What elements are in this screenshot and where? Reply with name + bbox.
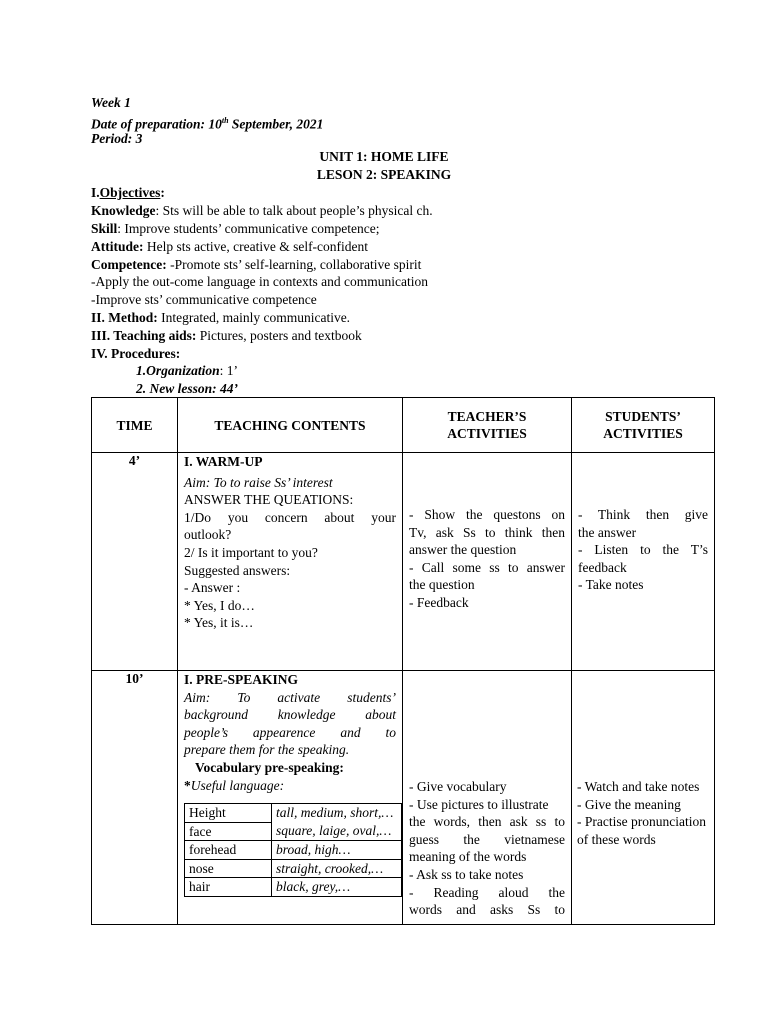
table-row (185, 841, 402, 860)
activity-line: meaning of the words (409, 849, 527, 865)
vocab-word: Height (185, 804, 272, 823)
activity-line: the question (409, 577, 475, 593)
vocab-word: face (185, 822, 272, 841)
period-label: Period: 3 (91, 131, 143, 146)
vocabulary-table (184, 803, 402, 897)
suggested-answers-label: Suggested answers: (184, 562, 291, 578)
activity-line: - Show the questons on (409, 507, 565, 522)
table-header-row (92, 398, 715, 453)
header-teaching-contents: TEACHING CONTENTS (178, 398, 403, 453)
vocabulary-heading: Vocabulary pre-speaking: (195, 759, 344, 775)
skill-line: Skill: Improve students’ communicative competence; (91, 221, 380, 236)
activity-line: - Call some ss to answer (409, 559, 565, 575)
competence-line: Competence: -Promote sts’ self-learning, collaborative spirit (91, 257, 422, 272)
activity-line: words and asks Ss to (409, 902, 565, 918)
activity-line: - Watch and take notes (577, 779, 700, 794)
answer-line: * Yes, I do… (184, 597, 255, 613)
table-row (185, 859, 402, 878)
knowledge-line: Knowledge: Sts will be able to talk about people’s physical ch. (91, 203, 433, 218)
activity-line: - Reading aloud the (409, 884, 565, 900)
teacher-activities-cell (403, 453, 572, 671)
method-line: II. Method: Integrated, mainly communicative. (91, 310, 351, 325)
activity-line: guess the vietnamese (409, 831, 565, 847)
table-row (92, 453, 715, 671)
activity-line: answer the question (409, 542, 517, 558)
procedures-table (91, 397, 715, 925)
procedures-heading: IV. Procedures: (91, 346, 181, 361)
teacher-activities-cell (403, 671, 572, 925)
activity-line: - Think then give (578, 507, 708, 522)
aim-text: Aim: To activate students’ (184, 689, 396, 705)
unit-title: UNIT 1: HOME LIFE (319, 149, 449, 164)
aim-text: people’s appearence and to (184, 724, 396, 740)
header-time: TIME (92, 398, 178, 453)
activity-line: - Listen to the T’s (578, 542, 708, 558)
header-students-activities: STUDENTS’ ACTIVITIES (572, 398, 715, 453)
students-activities-cell (572, 671, 715, 925)
attitude-line: Attitude: Help sts active, creative & self-confident (91, 239, 369, 254)
section-heading: I. PRE-SPEAKING (184, 672, 299, 687)
answer-line: - Answer : (184, 580, 241, 596)
activity-line: - Give the meaning (577, 796, 681, 812)
vocab-meaning: square, laige, oval,… (272, 822, 402, 841)
question-line: 2/ Is it important to you? (184, 544, 318, 560)
new-lesson-line: 2. New lesson: 44’ (136, 381, 238, 396)
caps-instruction: ANSWER THE QUEATIONS: (184, 492, 354, 508)
table-row (185, 804, 402, 823)
lesson-title: LESON 2: SPEAKING (316, 167, 452, 182)
vocab-word: nose (185, 859, 272, 878)
week-label: Week 1 (91, 95, 131, 110)
header-teacher-activities: TEACHER’S ACTIVITIES (403, 398, 572, 453)
contents-cell (178, 671, 403, 925)
competence-line-2: -Apply the out-come language in contexts and communication (91, 274, 429, 289)
vocab-meaning: black, grey,… (272, 878, 402, 897)
table-row (92, 671, 715, 925)
activity-line: - Take notes (578, 577, 644, 593)
vocab-meaning: broad, high… (272, 841, 402, 860)
preparation-date: Date of preparation: 10th September, 2021 (91, 116, 324, 132)
activity-line: of these words (577, 831, 656, 847)
organization-line: 1.Organization: 1’ (136, 363, 239, 378)
activity-line: the answer (578, 524, 637, 540)
activity-line: - Give vocabulary (409, 779, 507, 794)
students-activities-cell (572, 453, 715, 671)
useful-language-label: *Useful language: (184, 777, 285, 793)
table-row (185, 822, 402, 841)
vocab-word: forehead (185, 841, 272, 860)
aim-text: background knowledge about (184, 707, 396, 723)
teaching-aids-line: III. Teaching aids: Pictures, posters and textbook (91, 328, 362, 343)
answer-line: * Yes, it is… (184, 615, 254, 631)
vocab-meaning: tall, medium, short,… (272, 804, 402, 823)
activity-line: - Practise pronunciation (577, 814, 706, 830)
activity-line: - Feedback (409, 594, 469, 610)
aim-text: prepare them for the speaking. (184, 742, 350, 758)
question-line: outlook? (184, 527, 232, 543)
objectives-heading: I.Objectives: (91, 185, 165, 200)
section-heading: I. WARM-UP (184, 454, 263, 469)
question-line: 1/Do you concern about your (184, 509, 396, 525)
contents-cell (178, 453, 403, 671)
vocab-meaning: straight, crooked,… (272, 859, 402, 878)
vocab-word: hair (185, 878, 272, 897)
table-row (185, 878, 402, 897)
aim-text: Aim: To to raise Ss’ interest (184, 474, 333, 490)
time-cell: 10’ (92, 671, 178, 925)
competence-line-3: -Improve sts’ communicative competence (91, 292, 317, 307)
activity-line: Tv, ask Ss to think then (409, 524, 565, 540)
activity-line: the words, then ask ss to (409, 814, 565, 830)
activity-line: - Use pictures to illustrate (409, 796, 549, 812)
activity-line: feedback (578, 559, 627, 575)
time-cell: 4’ (92, 453, 178, 671)
activity-line: - Ask ss to take notes (409, 866, 524, 882)
